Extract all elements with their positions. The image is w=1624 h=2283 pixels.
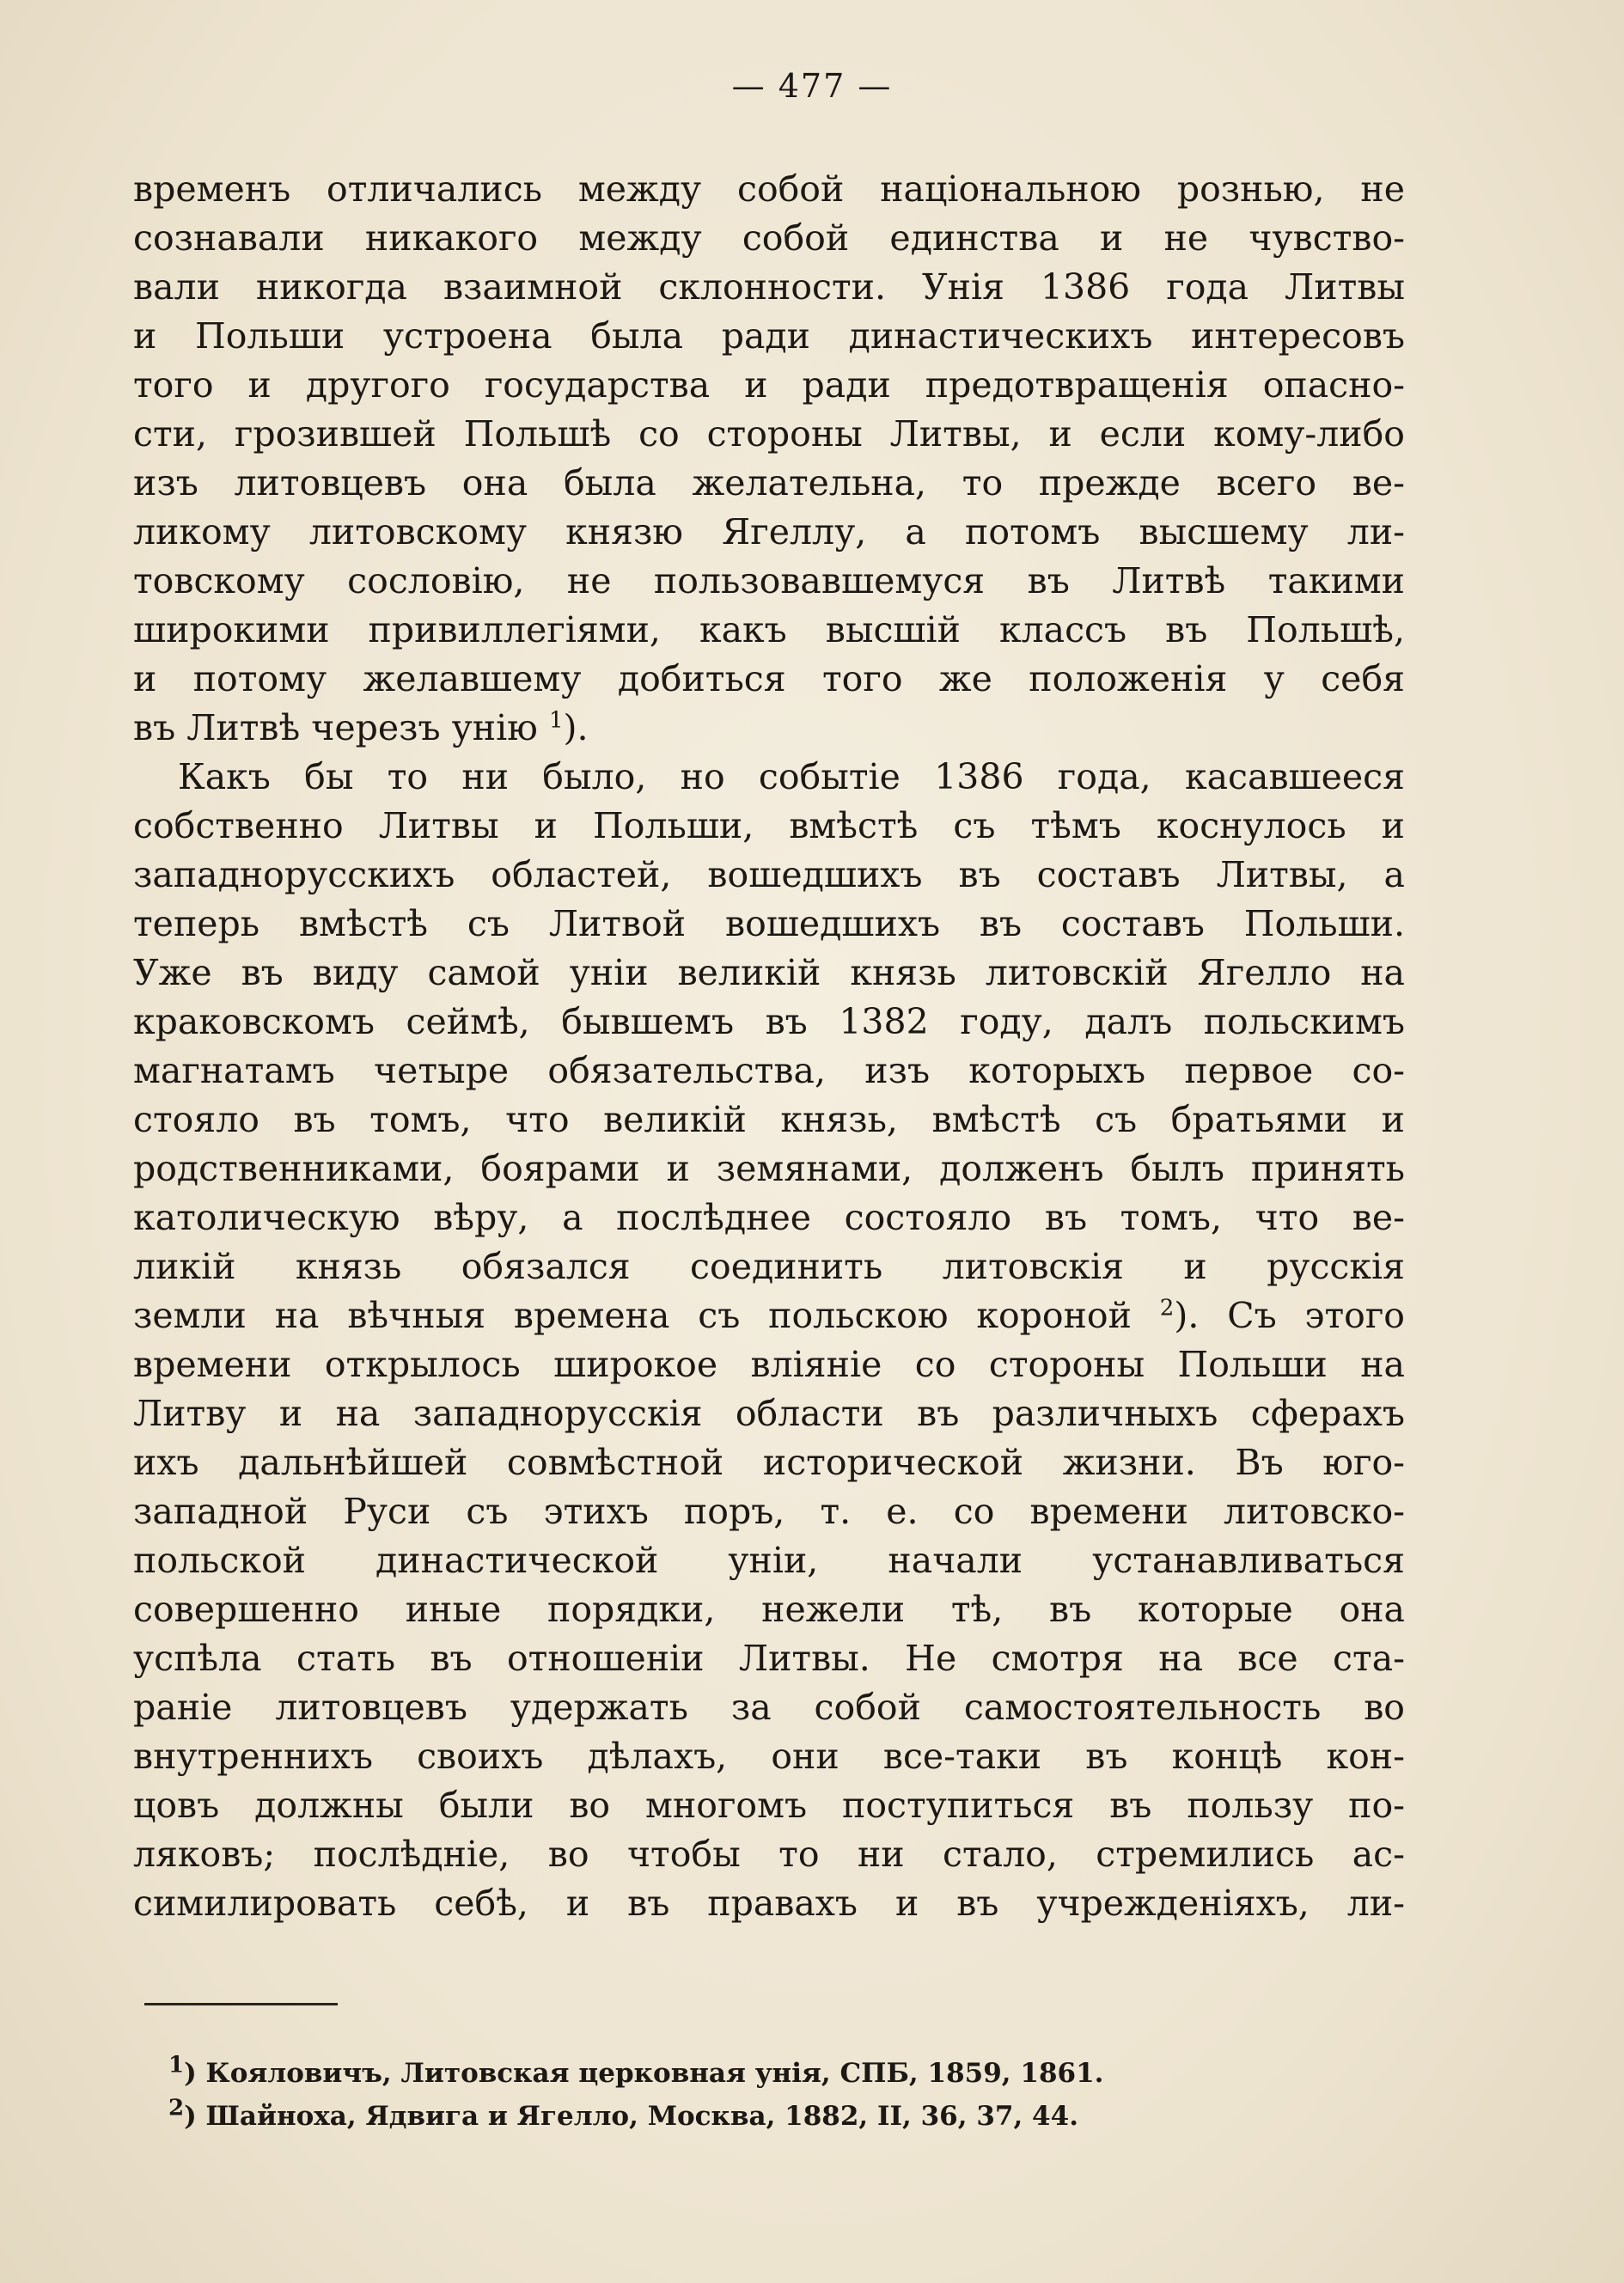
text-line: и Польши устроена была ради династическихъ интересовъ xyxy=(133,315,1405,357)
footnote-text: ) Кояловичъ, Литовская церковная унія, СПБ, 1859, 1861. xyxy=(184,2058,1104,2089)
text-line: ликій князь обязался соединить литовскія и русскія xyxy=(133,1246,1405,1287)
footnote xyxy=(168,2095,1285,2138)
text-fragment: въ Литвѣ черезъ унію xyxy=(133,707,538,748)
text-line: теперь вмѣстѣ съ Литвой вошедшихъ въ составъ Польши. xyxy=(133,903,1405,944)
footnote-text: ) Шайноха, Ядвига и Ягелло, Москва, 1882, II, 36, 37, 44. xyxy=(184,2101,1078,2132)
text-line: Какъ бы то ни было, но событіе 1386 года, касавшееся xyxy=(178,756,1405,797)
footnote-divider xyxy=(144,2003,338,2005)
text-line: успѣла стать въ отношеніи Литвы. Не смотря на все ста- xyxy=(133,1638,1405,1679)
text-line: ляковъ; послѣдніе, во чтобы то ни стало, стремились ас- xyxy=(133,1834,1405,1875)
text-line: времени открылось широкое вліяніе со стороны Польши на xyxy=(133,1344,1405,1385)
text-line: западной Руси съ этихъ поръ, т. е. со времени литовско- xyxy=(133,1491,1405,1532)
footnote xyxy=(168,2052,1285,2095)
text-line: широкими привиллегіями, какъ высшій классъ въ Польшѣ, xyxy=(133,609,1405,650)
text-line: родственниками, боярами и земянами, долженъ былъ принять xyxy=(133,1148,1405,1189)
text-line xyxy=(133,704,1405,753)
footnote-mark: 1 xyxy=(548,707,564,734)
text-line: Уже въ виду самой уніи великій князь литовскій Ягелло на xyxy=(133,952,1405,993)
text-line: католическую вѣру, а послѣднее состояло въ томъ, что ве- xyxy=(133,1197,1405,1238)
text-fragment: земли на вѣчныя времена съ польскою короной xyxy=(133,1295,1132,1336)
text-line: того и другого государства и ради предотвращенія опасно- xyxy=(133,364,1405,406)
text-line: магнатамъ четыре обязательства, изъ которыхъ первое со- xyxy=(133,1050,1405,1091)
text-line: вали никогда взаимной склонности. Унія 1386 года Литвы xyxy=(133,266,1405,308)
text-line: симилировать себѣ, и въ правахъ и въ учрежденіяхъ, ли- xyxy=(133,1883,1405,1924)
footnote-mark: 2 xyxy=(168,2095,185,2121)
text-line: западнорусскихъ областей, вошедшихъ въ составъ Литвы, а xyxy=(133,854,1405,895)
text-line: внутреннихъ своихъ дѣлахъ, они все-таки въ концѣ кон- xyxy=(133,1736,1405,1777)
text-line: собственно Литвы и Польши, вмѣстѣ съ тѣмъ коснулось и xyxy=(133,805,1405,846)
text-line: краковскомъ сеймѣ, бывшемъ въ 1382 году, далъ польскимъ xyxy=(133,1001,1405,1042)
text-fragment: ). Съ этого xyxy=(1174,1295,1405,1336)
text-line: сти, грозившей Польшѣ со стороны Литвы, и если кому-либо xyxy=(133,413,1405,455)
text-line: временъ отличались между собой національною рознью, не xyxy=(133,168,1405,210)
footnotes xyxy=(168,2052,1285,2138)
footnote-mark: 2 xyxy=(1159,1295,1175,1322)
body-text xyxy=(133,165,1405,1928)
text-line: совершенно иные порядки, нежели тѣ, въ которые она xyxy=(133,1589,1405,1630)
text-line: и потому желавшему добиться того же положенія у себя xyxy=(133,658,1405,699)
text-line xyxy=(133,1291,1405,1340)
text-line: товскому сословію, не пользовавшемуся въ Литвѣ такими xyxy=(133,560,1405,601)
text-line: сознавали никакого между собой единства и не чувство- xyxy=(133,217,1405,259)
text-line: ихъ дальнѣйшей совмѣстной исторической жизни. Въ юго- xyxy=(133,1442,1405,1483)
text-line: изъ литовцевъ она была желательна, то прежде всего ве- xyxy=(133,462,1405,504)
text-line: польской династической уніи, начали устанавливаться xyxy=(133,1540,1405,1581)
text-line: раніе литовцевъ удержать за собой самостоятельность во xyxy=(133,1687,1405,1728)
text-line: стояло въ томъ, что великій князь, вмѣстѣ съ братьями и xyxy=(133,1099,1405,1140)
footnote-mark: 1 xyxy=(168,2052,185,2079)
text-fragment: ). xyxy=(563,707,589,748)
text-line: цовъ должны были во многомъ поступиться въ пользу по- xyxy=(133,1785,1405,1826)
page-number: — 477 — xyxy=(731,67,893,105)
text-line: Литву и на западнорусскія области въ различныхъ сферахъ xyxy=(133,1393,1405,1434)
text-line: ликому литовскому князю Ягеллу, а потомъ высшему ли- xyxy=(133,511,1405,552)
